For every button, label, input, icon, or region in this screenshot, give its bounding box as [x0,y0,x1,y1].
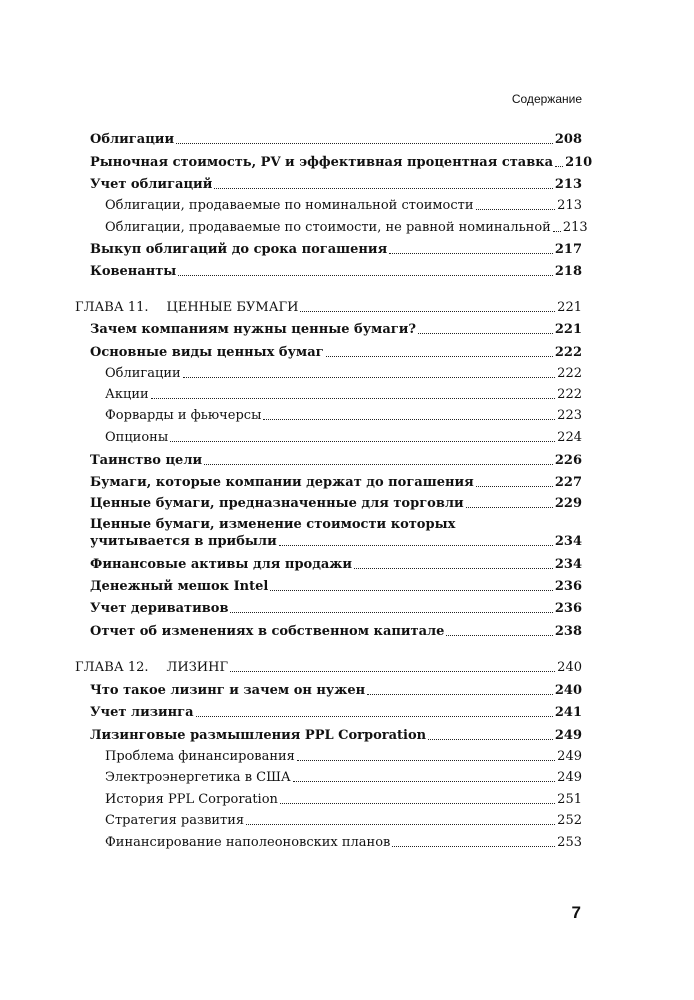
toc-entry-title: Ковенанты [90,264,177,279]
toc-entry [105,197,582,214]
toc-entry-title: Проблема финансирования [105,749,295,764]
dot-leader [466,507,553,508]
toc-entry [105,407,582,424]
dot-leader [280,803,555,804]
toc-entry-title: Электроэнергетика в США [105,770,291,785]
chapter-label: ГЛАВА 12. [75,660,149,675]
dot-leader [293,781,555,782]
toc-entry [90,556,582,573]
toc-entry-page: 208 [554,132,582,147]
toc-entry-page: 251 [557,792,582,807]
chapter-title: ЛИЗИНГ [166,660,229,675]
toc-entry-page: 253 [557,835,582,850]
dot-leader [326,356,553,357]
toc-entry-title: Финансирование наполеоновских планов [105,835,391,850]
toc-entry-page: 249 [557,770,582,785]
toc-entry-title: Облигации, продаваемые по стоимости, не равной номинальной [105,220,551,235]
toc-entry-title: Учет облигаций [90,177,213,192]
toc-entry-page: 240 [557,660,582,675]
toc-entry-page: 236 [554,601,582,616]
dot-leader [300,311,555,312]
toc-entry-page: 234 [554,557,582,572]
toc-entry [90,344,582,361]
toc-entry-title: Бумаги, которые компании держат до погашения [90,475,474,490]
toc-entry-page: 221 [554,322,582,337]
dot-leader [230,612,552,613]
toc-chapter-12 [75,659,582,676]
dot-leader [263,419,555,420]
toc-entry [90,154,593,171]
chapter-label: ГЛАВА 11. [75,300,149,315]
toc-entry-second-line [90,533,582,550]
toc-entry-title: Зачем компаниям нужны ценные бумаги? [90,322,416,337]
toc-entry-title: Основные виды ценных бумаг [90,345,324,360]
dot-leader [428,739,553,740]
toc-entry [90,623,582,640]
toc-entry-page: 222 [557,387,582,402]
toc-entry-title: Отчет об изменениях в собственном капитале [90,624,445,639]
dot-leader [418,333,553,334]
toc-entry-page: 213 [554,177,582,192]
chapter-title: ЦЕННЫЕ БУМАГИ [166,300,299,315]
dot-leader [151,398,556,399]
toc-entry-title: Что такое лизинг и зачем он нужен [90,683,366,698]
toc-chapter-11 [75,299,582,316]
page-number: 7 [571,903,581,922]
toc-entry [105,429,582,446]
toc-entry-page: 217 [554,242,582,257]
toc-entry-page: 226 [554,453,582,468]
toc-entry-page: 222 [557,366,582,381]
dot-leader [476,486,553,487]
dot-leader [446,635,552,636]
toc-entry [90,452,582,469]
dot-leader [367,694,553,695]
toc-entry-title: Учет деривативов [90,601,229,616]
toc-entry-page: 223 [557,408,582,423]
toc-entry-title: Стратегия развития [105,813,245,828]
dot-leader [297,760,555,761]
toc-entry [90,727,582,744]
toc-entry-page: 241 [554,705,582,720]
toc-entry [105,748,582,765]
toc-entry-title: Ценные бумаги, изменение стоимости которых [90,517,456,532]
dot-leader [246,824,555,825]
toc-entry-page: 221 [557,300,582,315]
toc-entry [90,263,582,280]
toc-entry [90,321,582,338]
running-head: Содержание [511,92,582,106]
toc-entry-title: Учет лизинга [90,705,194,720]
toc-entry-title: Финансовые активы для продажи [90,557,353,572]
toc-entry-title: Ценные бумаги, предназначенные для торговли [90,496,464,511]
toc-entry-title: Таинство цели [90,453,203,468]
toc-entry-title: Выкуп облигаций до срока погашения [90,242,388,257]
toc-entry-page: 249 [554,728,582,743]
toc-entry-page: 224 [557,430,582,445]
toc-entry [90,578,582,595]
toc-entry-title: Облигации [105,366,181,381]
dot-leader [555,166,563,167]
toc-entry-page: 210 [565,155,593,170]
toc-entry-title: Опционы [105,430,169,445]
dot-leader [230,671,555,672]
toc-entry-title: Облигации, продаваемые по номинальной стоимости [105,198,474,213]
dot-leader [553,231,561,232]
dot-leader [170,441,555,442]
toc-entry [105,365,582,382]
toc-entry-page: 249 [557,749,582,764]
dot-leader [196,716,553,717]
toc-entry-page: 238 [554,624,582,639]
toc-entry-page: 234 [554,534,582,549]
dot-leader [392,846,555,847]
dot-leader [183,377,556,378]
toc-entry-page: 218 [554,264,582,279]
toc-entry [90,704,582,721]
dot-leader [176,143,553,144]
toc-entry [90,176,582,193]
toc-entry-page: 213 [557,198,582,213]
toc-entry-title: История PPL Corporation [105,792,278,807]
toc-entry [105,386,582,403]
dot-leader [354,568,553,569]
toc-entry-title-continued: учитывается в прибыли [90,534,277,549]
toc-entry [90,516,582,550]
dot-leader [204,464,553,465]
dot-leader [279,545,553,546]
toc-entry-title: Лизинговые размышления PPL Corporation [90,728,427,743]
toc-entry-page: 229 [554,496,582,511]
dot-leader [214,188,553,189]
toc-entry-title: Акции [105,387,149,402]
toc-entry-title: Облигации [90,132,175,147]
toc-entry [90,131,582,148]
toc-entry [105,791,582,808]
toc-entry-page: 222 [554,345,582,360]
toc-entry-title: Денежный мешок Intel [90,579,269,594]
toc-entry [105,834,582,851]
dot-leader [270,590,553,591]
toc-entry [90,241,582,258]
toc-entry-page: 227 [554,475,582,490]
dot-leader [389,253,553,254]
toc-entry [90,682,582,699]
toc-entry [105,769,582,786]
toc-entry [105,812,582,829]
toc-entry [90,495,582,512]
toc-entry-page: 240 [554,683,582,698]
toc-entry-page: 252 [557,813,582,828]
dot-leader [476,209,556,210]
toc-entry-page: 236 [554,579,582,594]
toc-entry-page: 213 [562,220,588,235]
toc-entry [105,219,588,236]
toc-entry-title: Рыночная стоимость, PV и эффективная процентная ставка [90,155,554,170]
toc-entry-title: Форварды и фьючерсы [105,408,262,423]
dot-leader [178,275,553,276]
toc-entry [90,474,582,491]
toc-entry [90,600,582,617]
